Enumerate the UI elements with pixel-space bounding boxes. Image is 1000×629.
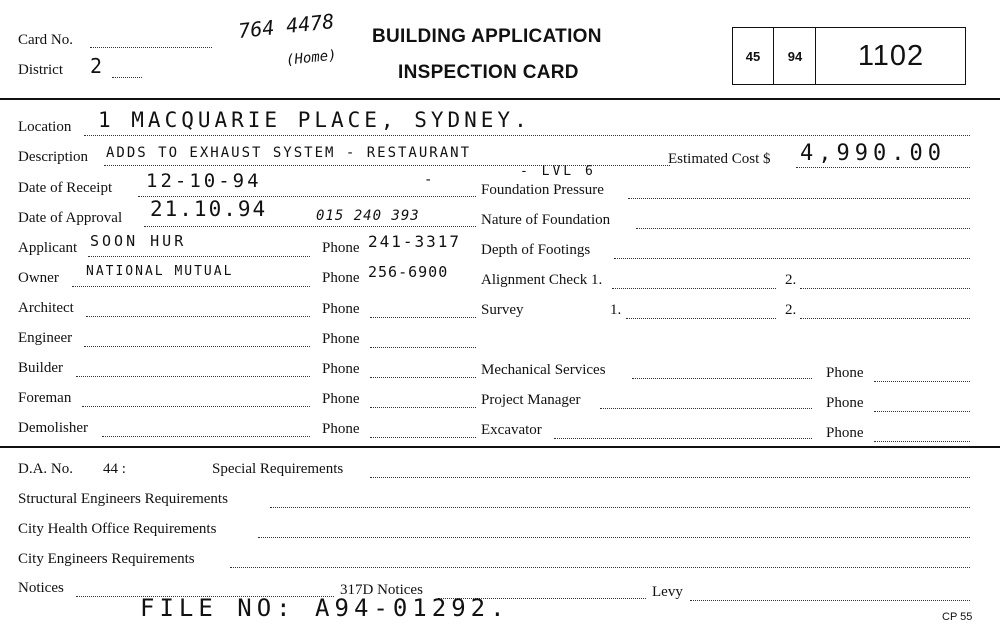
da-no-value: 44 :	[103, 461, 126, 477]
foundation-pressure-label: Foundation Pressure	[481, 182, 604, 198]
architect-phone-dots	[370, 317, 476, 318]
builder-dots	[76, 376, 310, 377]
owner-label: Owner	[18, 270, 59, 286]
form-code: CP 55	[942, 611, 973, 623]
date-approval-value: 21.10.94	[150, 197, 268, 221]
demolisher-phone-label: Phone	[322, 421, 360, 437]
survey-2-label: 2.	[785, 302, 797, 318]
description-extra: - LVL 6	[520, 164, 596, 179]
notices-317d-label: 317D Notices	[340, 582, 423, 598]
approval-phone-note: 015 240 393	[316, 208, 420, 224]
demolisher-phone-dots	[370, 437, 476, 438]
date-receipt-mark: -	[424, 172, 435, 188]
district-value: 2	[90, 54, 105, 78]
depth-footings-label: Depth of Footings	[481, 242, 591, 258]
city-engineers-dots	[230, 567, 970, 568]
engineer-dots	[84, 346, 310, 347]
architect-label: Architect	[18, 300, 74, 316]
structural-dots	[270, 507, 970, 508]
mechanical-dots	[632, 378, 812, 379]
survey-2-dots	[800, 318, 970, 319]
excavator-phone-dots	[874, 441, 970, 442]
district-label: District	[18, 62, 63, 78]
estimated-cost-value: 4,990.00	[800, 141, 946, 166]
levy-dots	[690, 600, 970, 601]
architect-dots	[86, 316, 310, 317]
owner-dots	[72, 286, 310, 287]
alignment-1-dots	[612, 288, 776, 289]
builder-label: Builder	[18, 360, 63, 376]
levy-label: Levy	[652, 584, 683, 600]
details-divider	[0, 446, 1000, 448]
survey-1-label: 1.	[610, 302, 622, 318]
demolisher-label: Demolisher	[18, 420, 88, 436]
project-manager-phone-label: Phone	[826, 395, 864, 411]
notices-label: Notices	[18, 580, 64, 596]
alignment-label: Alignment Check 1.	[481, 272, 603, 288]
description-label: Description	[18, 149, 88, 165]
special-requirements-label: Special Requirements	[212, 461, 344, 477]
foreman-label: Foreman	[18, 390, 72, 406]
project-manager-label: Project Manager	[481, 392, 581, 408]
depth-footings-dots	[614, 258, 970, 259]
reference-number: 1102	[857, 39, 925, 72]
description-value: ADDS TO EXHAUST SYSTEM - RESTAURANT	[106, 145, 472, 161]
header-divider	[0, 98, 1000, 100]
alignment-2-dots	[800, 288, 970, 289]
da-no-label: D.A. No.	[18, 461, 73, 477]
foreman-phone-label: Phone	[322, 391, 360, 407]
engineer-phone-dots	[370, 347, 476, 348]
date-receipt-label: Date of Receipt	[18, 180, 113, 196]
mechanical-phone-label: Phone	[826, 365, 864, 381]
engineer-label: Engineer	[18, 330, 73, 346]
engineer-phone-label: Phone	[322, 331, 360, 347]
project-manager-dots	[600, 408, 812, 409]
location-dots	[84, 135, 970, 136]
applicant-label: Applicant	[18, 240, 78, 256]
file-number: FILE NO: A94-01292.	[140, 594, 510, 622]
survey-1-dots	[626, 318, 776, 319]
builder-phone-dots	[370, 377, 476, 378]
excavator-label: Excavator	[481, 422, 542, 438]
survey-label: Survey	[481, 302, 524, 318]
date-approval-label: Date of Approval	[18, 210, 123, 226]
builder-phone-label: Phone	[322, 361, 360, 377]
card-no-note: (Home)	[285, 47, 338, 69]
foreman-dots	[82, 406, 310, 407]
title-line1: BUILDING APPLICATION	[372, 26, 602, 47]
project-manager-phone-dots	[874, 411, 970, 412]
foundation-pressure-dots	[628, 198, 970, 199]
health-label: City Health Office Requirements	[18, 521, 217, 537]
nature-foundation-dots	[636, 228, 970, 229]
health-dots	[258, 537, 970, 538]
reference-cell-1: 45	[733, 28, 774, 84]
city-engineers-label: City Engineers Requirements	[18, 551, 195, 567]
demolisher-dots	[102, 436, 310, 437]
reference-box	[732, 27, 966, 85]
applicant-phone-label: Phone	[322, 240, 360, 256]
nature-foundation-label: Nature of Foundation	[481, 212, 611, 228]
card-no-value: 764 4478	[237, 9, 336, 43]
architect-phone-label: Phone	[322, 301, 360, 317]
mechanical-label: Mechanical Services	[481, 362, 606, 378]
owner-phone-label: Phone	[322, 270, 360, 286]
applicant-value: SOON HUR	[90, 232, 187, 250]
estimated-cost-dots	[796, 167, 970, 168]
foreman-phone-dots	[370, 407, 476, 408]
location-label: Location	[18, 119, 72, 135]
applicant-phone-value: 241-3317	[368, 232, 462, 251]
estimated-cost-label: Estimated Cost $	[668, 151, 771, 167]
applicant-dots	[88, 256, 310, 257]
location-value: 1 MACQUARIE PLACE, SYDNEY.	[98, 108, 531, 132]
reference-cell-2: 94	[775, 28, 816, 84]
excavator-phone-label: Phone	[826, 425, 864, 441]
date-receipt-value: 12-10-94	[146, 170, 262, 192]
alignment-2-label: 2.	[785, 272, 797, 288]
structural-label: Structural Engineers Requirements	[18, 491, 228, 507]
date-approval-dots	[144, 226, 476, 227]
special-requirements-dots	[370, 477, 970, 478]
district-dots	[112, 77, 142, 78]
owner-phone-value: 256-6900	[368, 263, 449, 281]
owner-value: NATIONAL MUTUAL	[86, 264, 234, 279]
mechanical-phone-dots	[874, 381, 970, 382]
card-no-label: Card No.	[18, 32, 73, 48]
excavator-dots	[554, 438, 812, 439]
title-line2: INSPECTION CARD	[398, 62, 579, 83]
card-no-dots	[90, 47, 212, 48]
